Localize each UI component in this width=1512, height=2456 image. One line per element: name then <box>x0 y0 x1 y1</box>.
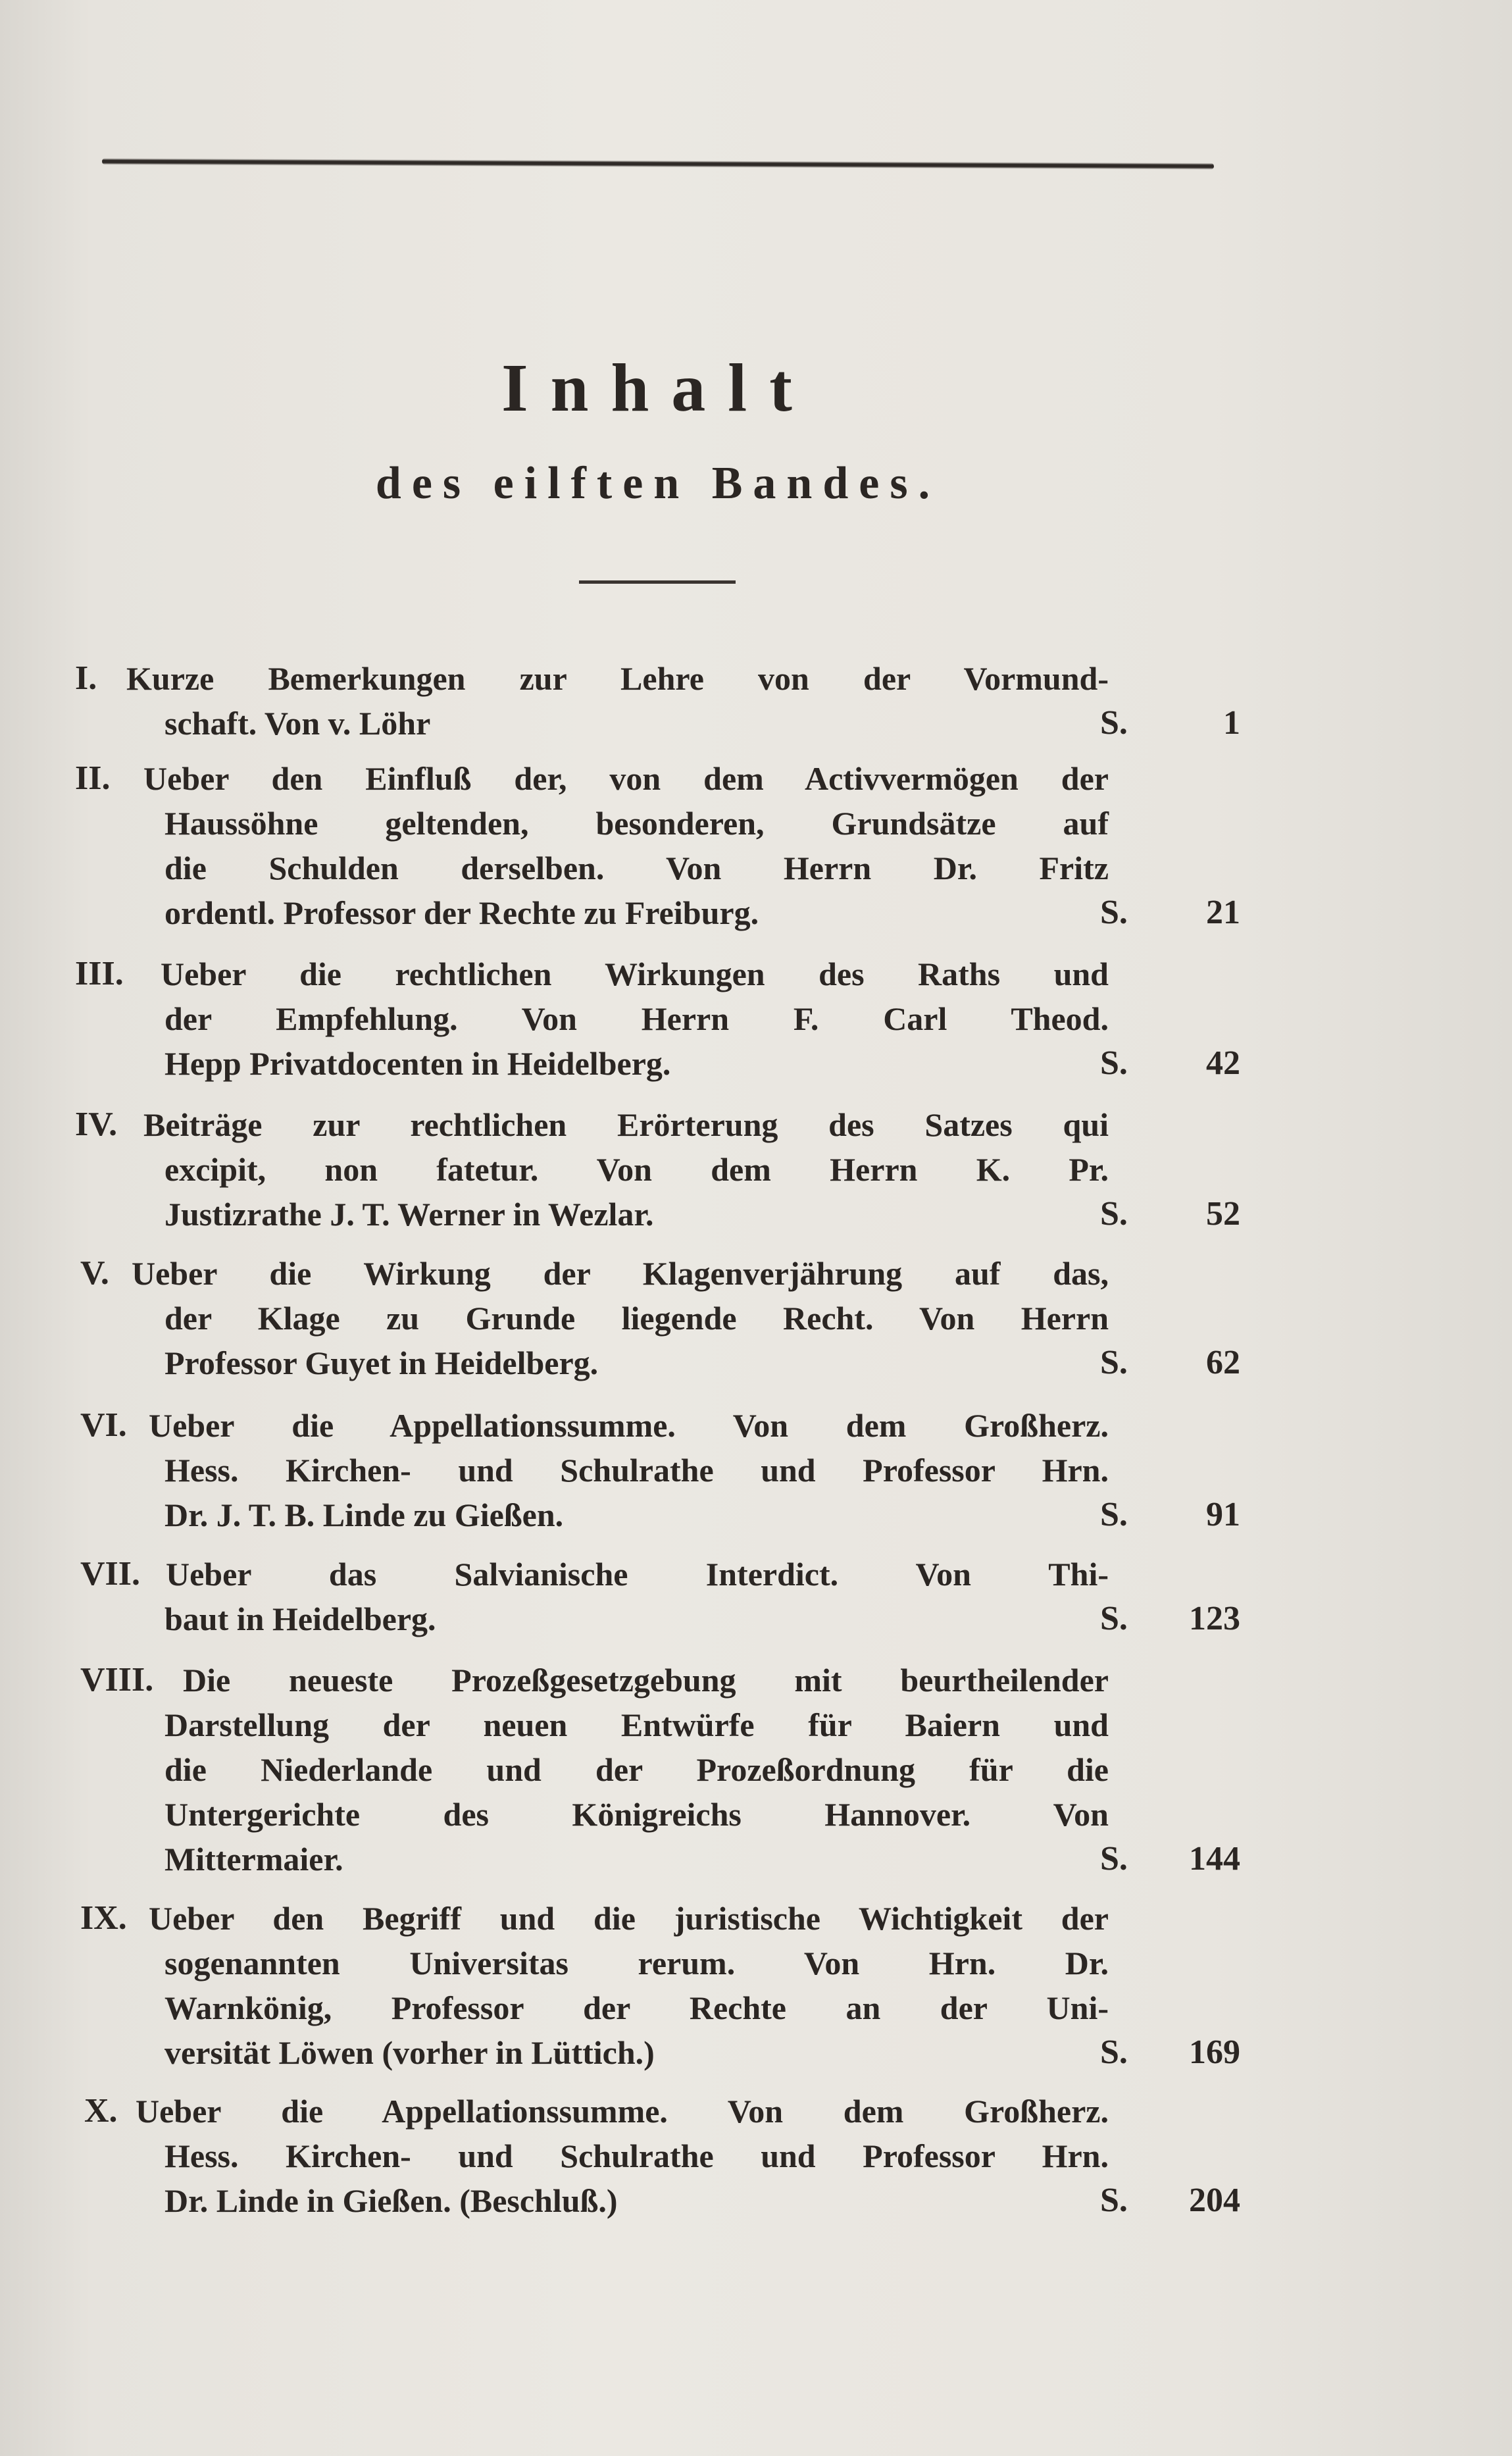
entry-line: Ueber den Begriff und die juristische Wichtigkeit der <box>149 1900 1109 1937</box>
page-number: 144 <box>1189 1840 1240 1878</box>
entry-line: Professor Guyet in Heidelberg. <box>164 1344 599 1381</box>
entry-line: Beiträge zur rechtlichen Erörterung des Satzes qui <box>143 1106 1109 1143</box>
entry-line: Mittermaier. <box>164 1841 343 1878</box>
entry-line: Dr. Linde in Gießen. (Beschluß.) <box>164 2182 618 2219</box>
entry-number: V. <box>80 1254 109 1292</box>
page-label: S. <box>1100 2034 1128 2071</box>
page-label: S. <box>1100 894 1128 931</box>
entry-line: der Klage zu Grunde liegende Recht. Von Herrn <box>164 1300 1109 1337</box>
page-number: 21 <box>1206 894 1240 931</box>
entry-number: VII. <box>80 1555 141 1593</box>
page-label: S. <box>1100 1344 1128 1381</box>
entry-line: Ueber die Appellationssumme. Von dem Großherz. <box>136 2093 1109 2130</box>
page-number: 1 <box>1223 704 1240 742</box>
entry-line: Ueber die rechtlichen Wirkungen des Raths und <box>161 956 1109 992</box>
page-label: S. <box>1100 1496 1128 1533</box>
page-label: S. <box>1100 1044 1128 1082</box>
entry-line: Die neueste Prozeßgesetzgebung mit beurtheilender <box>183 1662 1109 1699</box>
divider <box>579 580 736 584</box>
entry-line: Dr. J. T. B. Linde zu Gießen. <box>164 1497 564 1533</box>
page-number: 123 <box>1189 1600 1240 1637</box>
page-subtitle: des eilften Bandes. <box>375 458 941 509</box>
entry-number: X. <box>84 2092 118 2130</box>
entry-number: I. <box>75 659 97 697</box>
entry-number: IX. <box>80 1899 127 1937</box>
page-label: S. <box>1100 1600 1128 1637</box>
entry-line: die Schulden derselben. Von Herrn Dr. Fritz <box>164 850 1109 886</box>
entry-number: II. <box>75 759 111 797</box>
page-number: 169 <box>1189 2034 1240 2071</box>
entry-line: schaft. Von v. Löhr <box>164 705 431 742</box>
entry-line: Haussöhne geltenden, besonderen, Grundsätze auf <box>164 805 1109 842</box>
entry-line: der Empfehlung. Von Herrn F. Carl Theod. <box>164 1000 1109 1037</box>
entry-number: IV. <box>75 1106 118 1143</box>
entry-line: versität Löwen (vorher in Lüttich.) <box>164 2034 655 2071</box>
page-number: 204 <box>1189 2182 1240 2219</box>
entry-line: Warnkönig, Professor der Rechte an der Uni- <box>164 1989 1109 2026</box>
entry-line: Untergerichte des Königreichs Hannover. Von <box>164 1796 1109 1833</box>
page-number: 52 <box>1206 1195 1240 1233</box>
page-label: S. <box>1100 1195 1128 1233</box>
entry-line: Darstellung der neuen Entwürfe für Baiern und <box>164 1706 1109 1743</box>
entry-line: Hess. Kirchen- und Schulrathe und Professor Hrn. <box>164 2137 1109 2174</box>
page-label: S. <box>1100 704 1128 742</box>
page-number: 91 <box>1206 1496 1240 1533</box>
top-rule <box>102 158 1214 169</box>
entry-line: die Niederlande und der Prozeßordnung für die <box>164 1751 1109 1788</box>
entry-number: III. <box>75 955 124 992</box>
page-label: S. <box>1100 1840 1128 1878</box>
entry-line: Ueber die Wirkung der Klagenverjährung auf das, <box>132 1255 1109 1292</box>
entry-line: Ueber das Salvianische Interdict. Von Thi- <box>166 1556 1109 1593</box>
entry-line: baut in Heidelberg. <box>164 1600 436 1637</box>
entry-line: ordentl. Professor der Rechte zu Freiburg. <box>164 894 759 931</box>
entry-number: VIII. <box>80 1661 154 1699</box>
page-number: 42 <box>1206 1044 1240 1082</box>
entry-line: sogenannten Universitas rerum. Von Hrn. Dr. <box>164 1945 1109 1982</box>
entry-line: Hepp Privatdocenten in Heidelberg. <box>164 1045 671 1082</box>
page-number: 62 <box>1206 1344 1240 1381</box>
entry-line: excipit, non fatetur. Von dem Herrn K. Pr. <box>164 1151 1109 1188</box>
entry-line: Justizrathe J. T. Werner in Wezlar. <box>164 1196 654 1233</box>
entry-line: Hess. Kirchen- und Schulrathe und Professor Hrn. <box>164 1452 1109 1489</box>
entry-line: Ueber die Appellationssumme. Von dem Großherz. <box>149 1407 1109 1444</box>
page-label: S. <box>1100 2182 1128 2219</box>
entry-line: Kurze Bemerkungen zur Lehre von der Vormund- <box>126 660 1109 697</box>
entry-line: Ueber den Einfluß der, von dem Activvermögen der <box>143 760 1109 797</box>
page-title: Inhalt <box>501 350 815 426</box>
entry-number: VI. <box>80 1406 127 1444</box>
